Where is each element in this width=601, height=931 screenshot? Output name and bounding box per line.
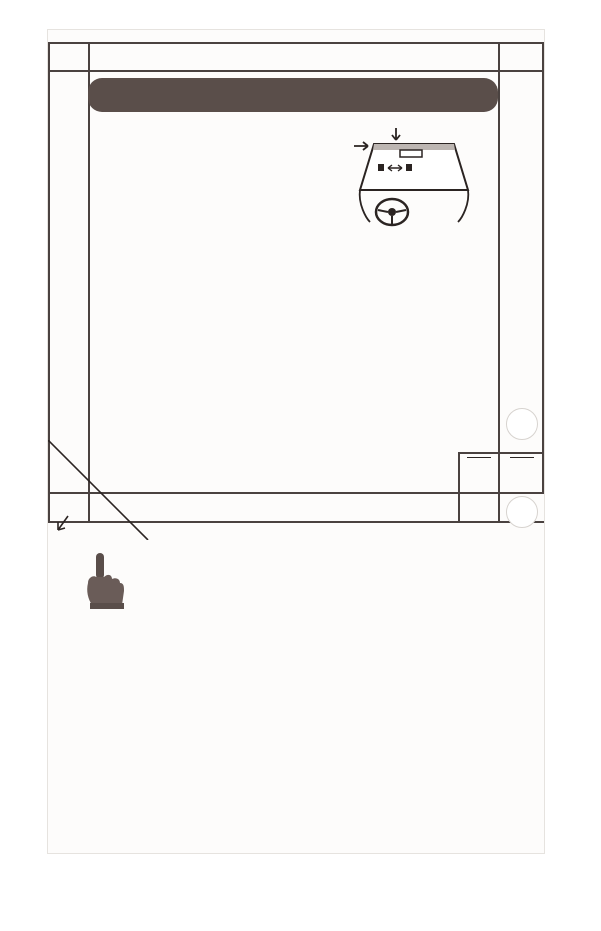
pointing-hand-icon	[84, 551, 126, 611]
revenue-header	[88, 78, 498, 112]
punch-hole	[506, 496, 538, 528]
punch-hole	[506, 408, 538, 440]
dez-number	[467, 457, 491, 458]
dez-box-left	[459, 457, 499, 458]
dez-number	[510, 457, 534, 458]
peel-corner-fold[interactable]	[48, 440, 158, 540]
windscreen-diagram-icon	[352, 126, 478, 230]
dez-box-right	[502, 457, 542, 458]
barcode	[150, 748, 440, 818]
